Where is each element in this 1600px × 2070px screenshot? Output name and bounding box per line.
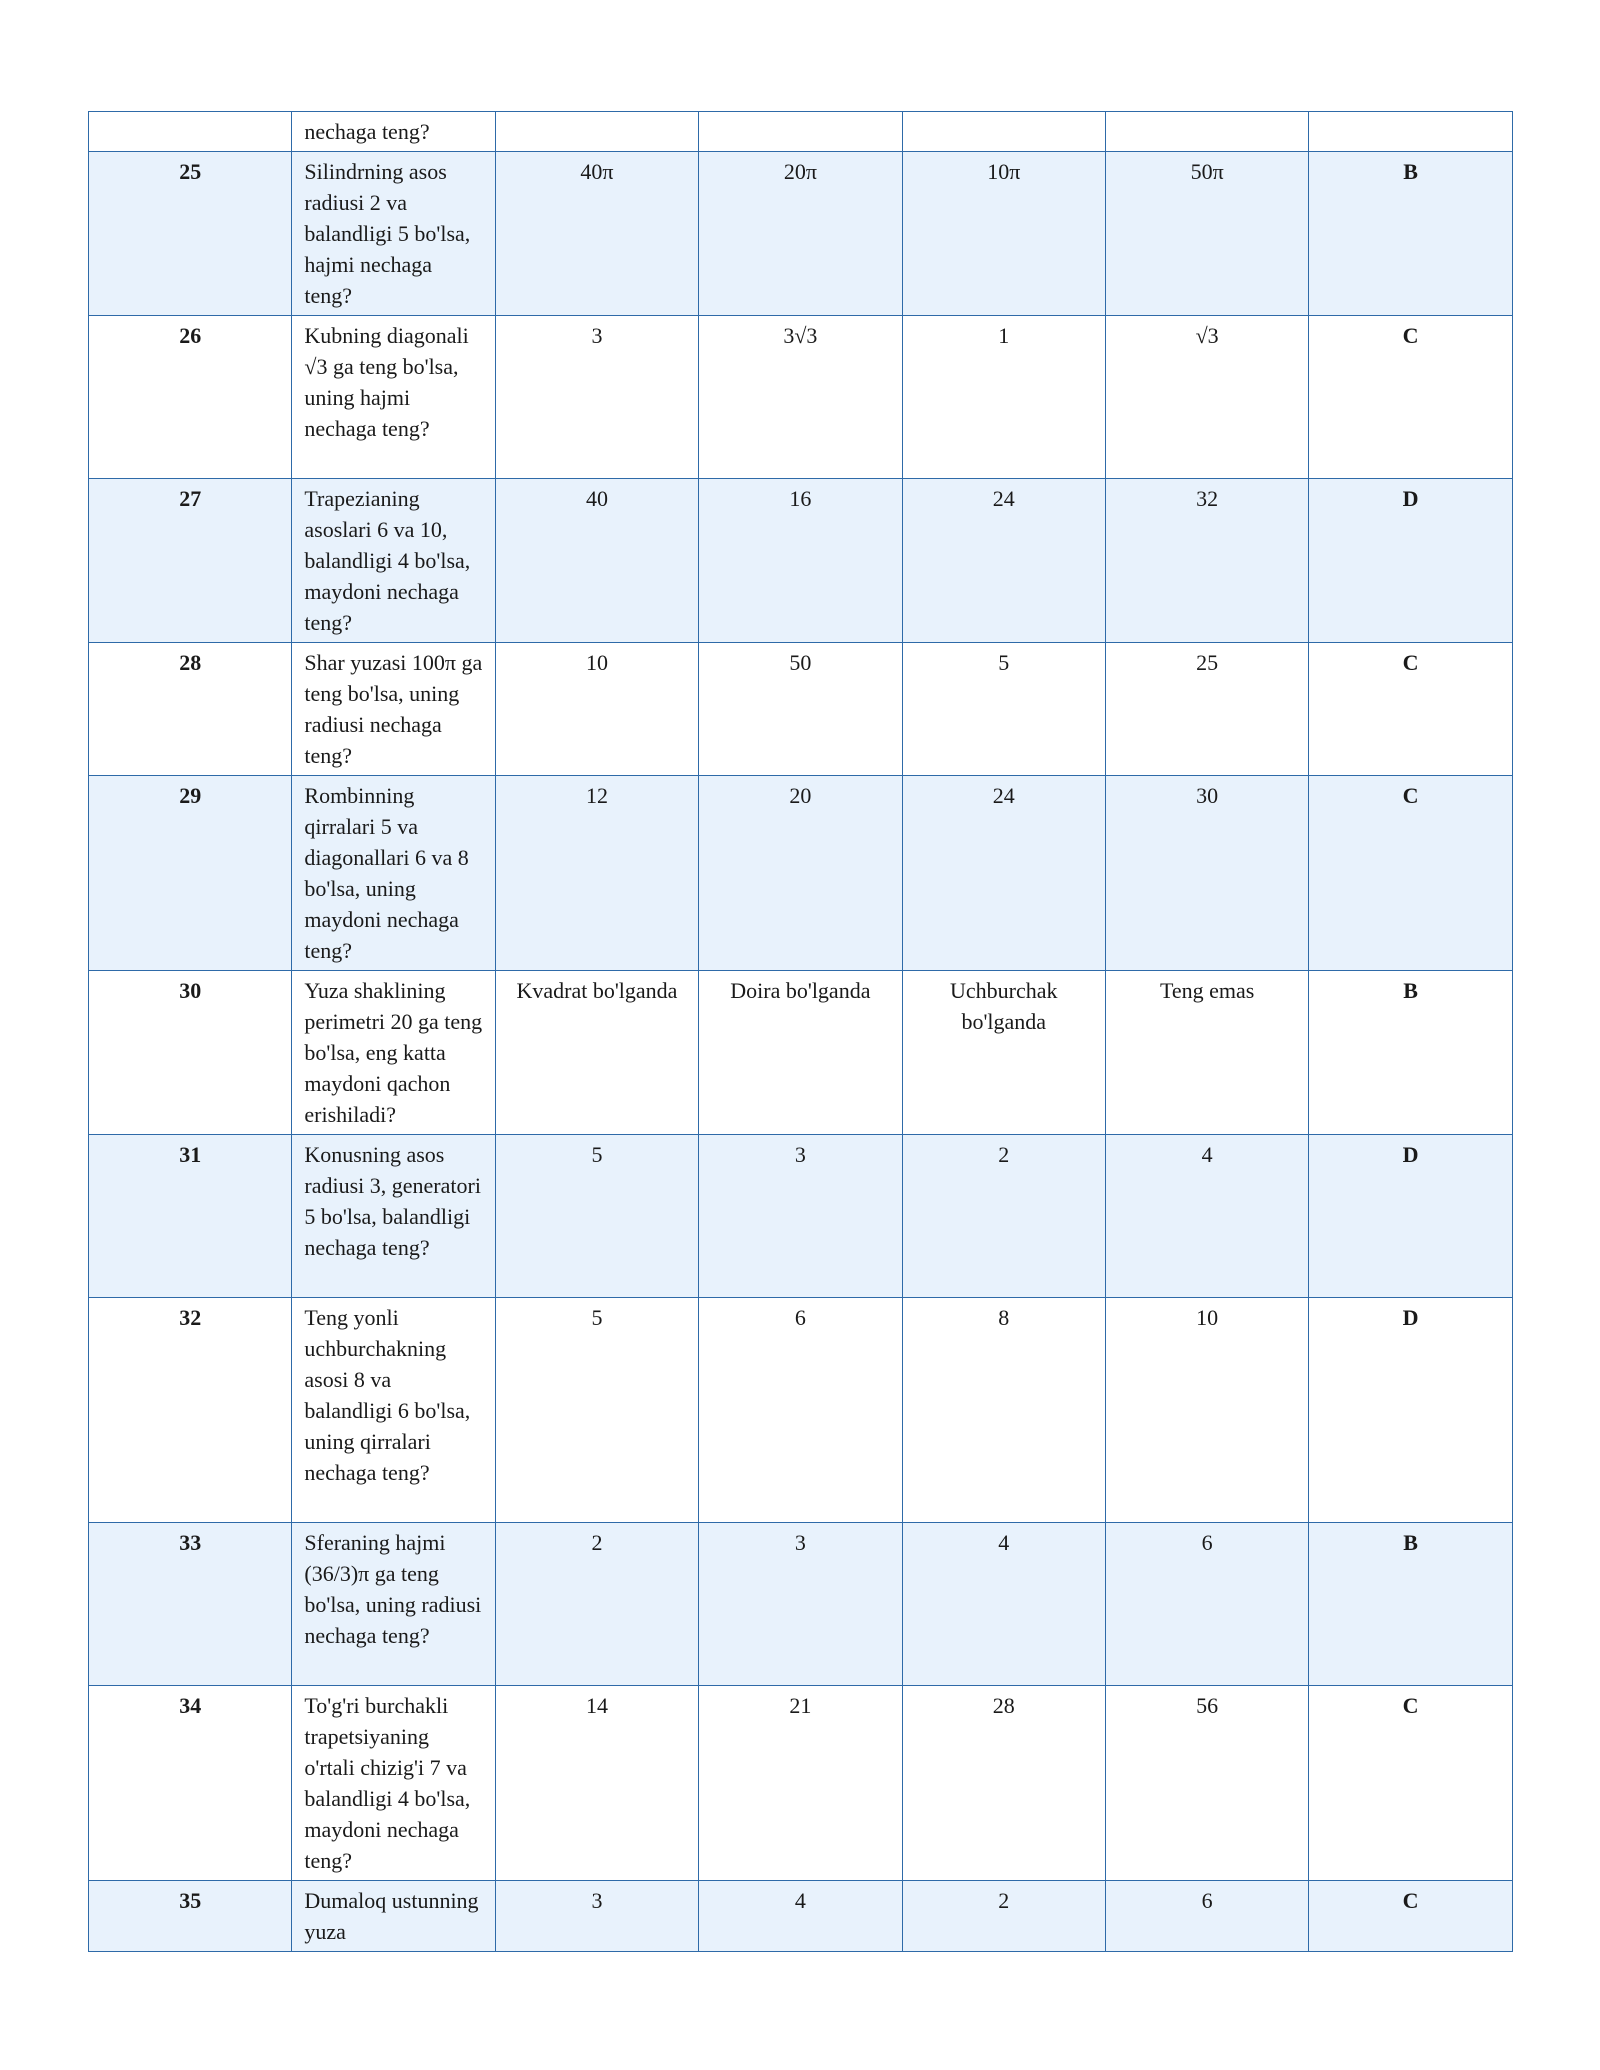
option-d: 25 [1105, 643, 1308, 776]
answer-key: C [1309, 1881, 1512, 1952]
option-b: Doira bo'lganda [699, 971, 902, 1135]
option-a: Kvadrat bo'lganda [495, 971, 698, 1135]
option-a [495, 112, 698, 152]
quiz-table [88, 111, 1513, 1952]
option-b: 6 [699, 1298, 902, 1523]
answer-key: D [1309, 479, 1512, 643]
option-b [699, 112, 902, 152]
option-c: Uchburchak bo'lganda [902, 971, 1105, 1135]
option-b: 20 [699, 776, 902, 971]
answer-key: C [1309, 1686, 1512, 1881]
question-text: Rombinning qirralari 5 va diagonallari 6 va 8 bo'lsa, uning maydoni nechaga teng? [292, 776, 495, 971]
option-a: 3 [495, 316, 698, 479]
option-b: 3 [699, 1523, 902, 1686]
question-text: Shar yuzasi 100π ga teng bo'lsa, uning radiusi nechaga teng? [292, 643, 495, 776]
option-d [1105, 112, 1308, 152]
option-d: 30 [1105, 776, 1308, 971]
question-number: 31 [89, 1135, 292, 1298]
option-c: 2 [902, 1135, 1105, 1298]
table-row [89, 971, 1513, 1135]
option-b: 20π [699, 152, 902, 316]
quiz-table-body [89, 112, 1513, 1952]
question-text: To'g'ri burchakli trapetsiyaning o'rtali chizig'i 7 va balandligi 4 bo'lsa, maydoni nechaga teng? [292, 1686, 495, 1881]
option-c: 24 [902, 479, 1105, 643]
question-text: Trapezianing asoslari 6 va 10, balandligi 4 bo'lsa, maydoni nechaga teng? [292, 479, 495, 643]
option-a: 12 [495, 776, 698, 971]
option-c: 28 [902, 1686, 1105, 1881]
option-b: 50 [699, 643, 902, 776]
option-b: 21 [699, 1686, 902, 1881]
option-c: 5 [902, 643, 1105, 776]
answer-key: C [1309, 776, 1512, 971]
table-row [89, 152, 1513, 316]
question-number: 35 [89, 1881, 292, 1952]
question-number: 26 [89, 316, 292, 479]
answer-key: D [1309, 1135, 1512, 1298]
option-a: 5 [495, 1135, 698, 1298]
answer-key: C [1309, 643, 1512, 776]
option-d: 56 [1105, 1686, 1308, 1881]
table-row [89, 643, 1513, 776]
table-row [89, 112, 1513, 152]
table-row [89, 1881, 1513, 1952]
option-a: 40π [495, 152, 698, 316]
answer-key: D [1309, 1298, 1512, 1523]
question-number: 28 [89, 643, 292, 776]
option-c [902, 112, 1105, 152]
option-a: 3 [495, 1881, 698, 1952]
question-number: 34 [89, 1686, 292, 1881]
option-a: 10 [495, 643, 698, 776]
answer-key: C [1309, 316, 1512, 479]
option-d: 6 [1105, 1523, 1308, 1686]
question-text: Yuza shaklining perimetri 20 ga teng bo'lsa, eng katta maydoni qachon erishiladi? [292, 971, 495, 1135]
question-number: 29 [89, 776, 292, 971]
question-number [89, 112, 292, 152]
question-number: 25 [89, 152, 292, 316]
table-row [89, 1135, 1513, 1298]
option-a: 40 [495, 479, 698, 643]
question-number: 27 [89, 479, 292, 643]
option-a: 5 [495, 1298, 698, 1523]
question-text: Dumaloq ustunning yuza [292, 1881, 495, 1952]
answer-key: B [1309, 971, 1512, 1135]
option-d: 32 [1105, 479, 1308, 643]
option-d: 4 [1105, 1135, 1308, 1298]
option-d: √3 [1105, 316, 1308, 479]
table-row [89, 479, 1513, 643]
option-a: 14 [495, 1686, 698, 1881]
option-d: 50π [1105, 152, 1308, 316]
option-d: 6 [1105, 1881, 1308, 1952]
option-d: Teng emas [1105, 971, 1308, 1135]
option-a: 2 [495, 1523, 698, 1686]
answer-key: B [1309, 1523, 1512, 1686]
option-c: 24 [902, 776, 1105, 971]
question-text: nechaga teng? [292, 112, 495, 152]
option-c: 4 [902, 1523, 1105, 1686]
table-row [89, 1298, 1513, 1523]
answer-key: B [1309, 152, 1512, 316]
table-row [89, 776, 1513, 971]
option-c: 10π [902, 152, 1105, 316]
question-text: Kubning diagonali √3 ga teng bo'lsa, uning hajmi nechaga teng? [292, 316, 495, 479]
question-text: Teng yonli uchburchakning asosi 8 va balandligi 6 bo'lsa, uning qirralari nechaga teng? [292, 1298, 495, 1523]
option-c: 8 [902, 1298, 1105, 1523]
question-text: Silindrning asos radiusi 2 va balandligi 5 bo'lsa, hajmi nechaga teng? [292, 152, 495, 316]
option-b: 4 [699, 1881, 902, 1952]
option-b: 16 [699, 479, 902, 643]
question-number: 33 [89, 1523, 292, 1686]
option-b: 3 [699, 1135, 902, 1298]
table-row [89, 1523, 1513, 1686]
table-row [89, 316, 1513, 479]
option-c: 1 [902, 316, 1105, 479]
question-number: 30 [89, 971, 292, 1135]
answer-key [1309, 112, 1512, 152]
option-d: 10 [1105, 1298, 1308, 1523]
option-b: 3√3 [699, 316, 902, 479]
question-text: Sferaning hajmi (36/3)π ga teng bo'lsa, uning radiusi nechaga teng? [292, 1523, 495, 1686]
question-text: Konusning asos radiusi 3, generatori 5 bo'lsa, balandligi nechaga teng? [292, 1135, 495, 1298]
option-c: 2 [902, 1881, 1105, 1952]
table-row [89, 1686, 1513, 1881]
question-number: 32 [89, 1298, 292, 1523]
